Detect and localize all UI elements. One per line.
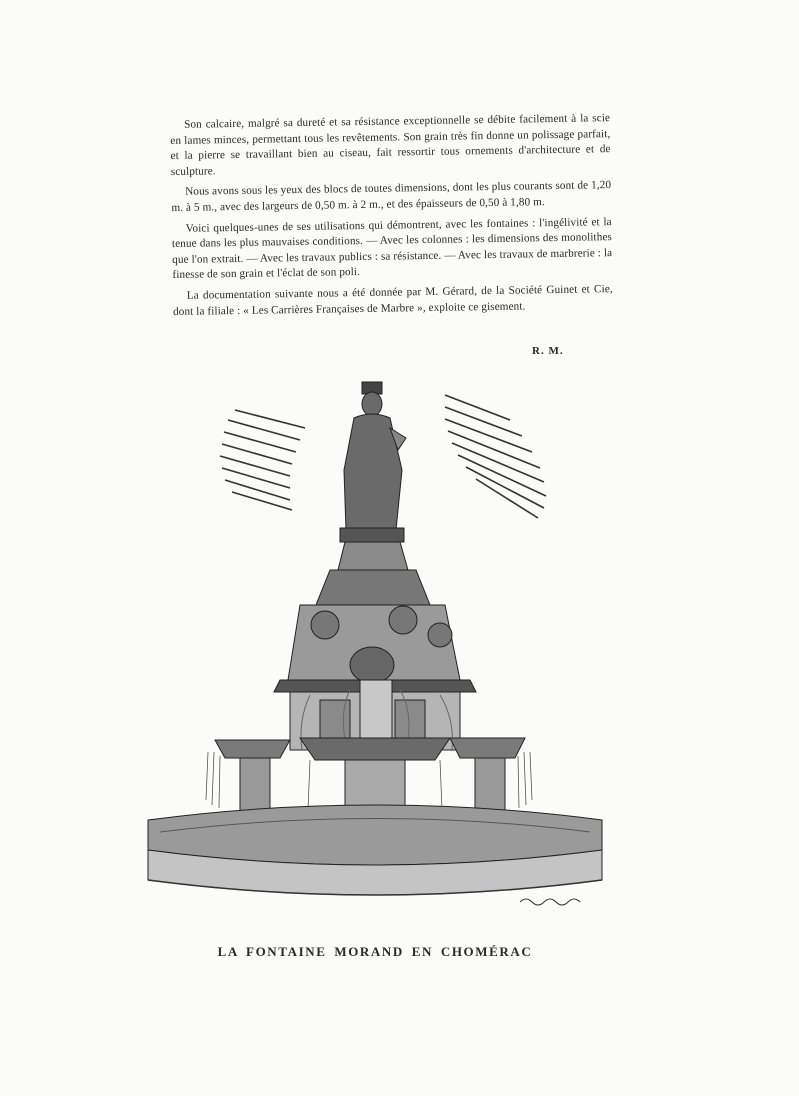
body-text — [170, 111, 613, 325]
ornamented-column — [274, 605, 476, 692]
paragraph-4: La documentation suivante nous a été donnée par M. Gérard, de la Société Guinet et Cie, dont la filiale : « Les Carrières Françaises de Marbre », exploite ce gisement. — [172, 283, 613, 318]
illustration-caption: LA FONTAINE MORAND EN CHOMÉRAC — [217, 944, 533, 959]
author-signature: R. M. — [532, 345, 564, 357]
upper-basins — [215, 738, 525, 815]
paragraph-1: Son calcaire, malgré sa dureté et sa résistance exceptionnelle se débite facilement à la scie en lames minces, permettant tous les revêtements. Son grain très fin donne un polissage parfait, et la pierre se travaillant bien au ciseau, fait ressortir tous ornements d'architecture et de sculpture. — [170, 112, 611, 178]
fountain-illustration — [140, 380, 610, 920]
paragraph-2: Nous avons sous les yeux des blocs de toutes dimensions, dont les plus courants sont de 1,20 m. à 5 m., avec des largeurs de 0,50 m. à 2 m., et des épaisseurs de 0,50 à 1,80 m. — [171, 179, 612, 214]
artist-signature-mark — [520, 899, 580, 905]
rays-left — [220, 410, 305, 510]
rays-right — [445, 395, 546, 518]
pedestal — [316, 542, 430, 605]
paragraph-3: Voici quelques-unes de ses utilisations qui démontrent, avec les fontaines : l'ingélivité et la tenue dans les plus mauvaises conditions. — Avec les colonnes : les dimensions des monolithes que l'on extrait. — Avec les travaux publics : sa résistance. — Avec les travaux de marbrerie : la finesse de son grain et l'éclat de son poli. — [171, 215, 613, 282]
statue — [340, 382, 406, 542]
main-basin — [148, 805, 602, 895]
